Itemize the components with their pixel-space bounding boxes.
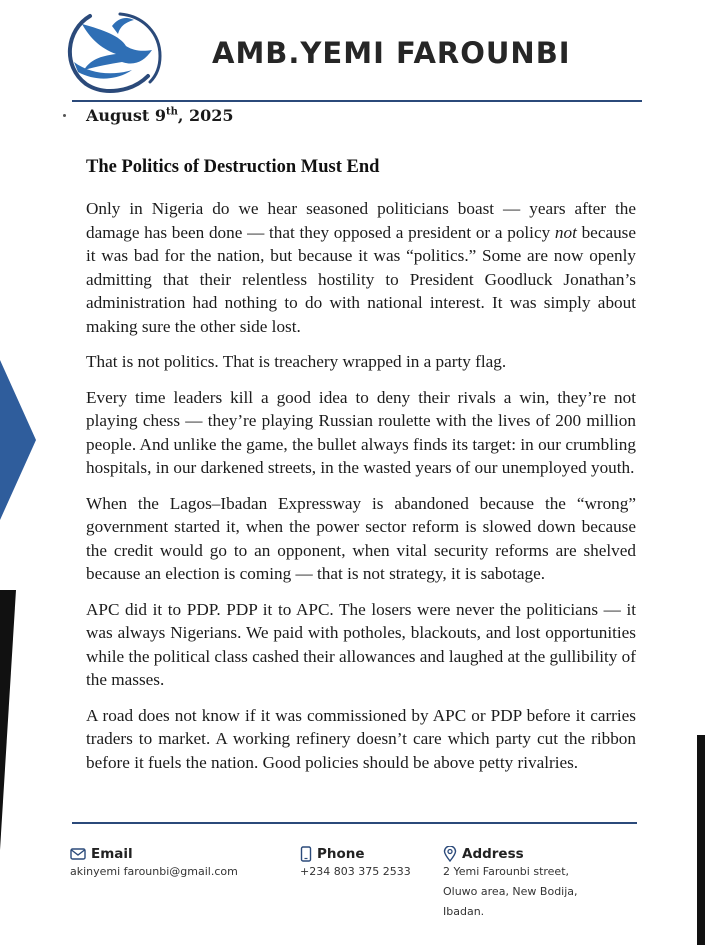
email-label: Email — [91, 846, 133, 862]
date-day: August 9 — [86, 106, 166, 125]
address-line: Ibadan. — [443, 905, 485, 918]
email-value[interactable]: akinyemi farounbi@gmail.com — [70, 865, 238, 878]
left-edge-shadow — [0, 590, 16, 850]
letter-body — [86, 197, 636, 786]
email-label-row — [70, 846, 238, 862]
left-edge-marker — [0, 360, 36, 520]
phone-label-row — [300, 846, 411, 862]
paragraph: That is not politics. That is treachery wrapped in a party flag. — [86, 352, 507, 371]
address-line: 2 Yemi Farounbi street, — [443, 865, 570, 878]
paragraph: When the Lagos–Ibadan Expressway is abandoned because the “wrong” government started it, when the power sector reform is slowed down because the credit would go to an opponent, when vital security reforms are shelved because an election is coming — that is not strategy, it is sabotage. — [86, 493, 636, 583]
paragraph: Every time leaders kill a good idea to deny their rivals a win, they’re not playing chess — they’re playing Russian roulette with the lives of 200 million people. And unlike the game, the bullet always finds its target: in our crumbling hospitals, in our darkened streets, in the wasted years of our unemployed youth. — [86, 387, 636, 477]
emphasis-text: not — [554, 222, 577, 242]
letter-date — [86, 106, 234, 125]
address-label-row — [443, 846, 578, 862]
footer-email — [70, 846, 238, 882]
footer-address — [443, 846, 578, 922]
location-pin-icon — [443, 846, 457, 862]
envelope-icon — [70, 848, 86, 860]
scan-speck — [63, 114, 66, 117]
phone-label: Phone — [317, 846, 365, 862]
paragraph: APC did it to PDP. PDP it to APC. The losers were never the politicians — it was always Nigerians. We paid with potholes, blackouts, and lost opportunities while the political class cashed their allowances and laughed at the gullibility of the masses. — [86, 599, 636, 689]
address-label: Address — [462, 846, 524, 862]
organization-name: AMB.YEMI FAROUNBI — [212, 36, 571, 70]
paragraph — [86, 197, 636, 338]
paragraph-text: because it was bad for the nation, but because it was “politics.” Some are now openly admitting that their relentless hostility to President Goodluck Jonathan’s administration had nothing to do with national interest. It was simply about making sure the other side lost. — [86, 222, 636, 336]
footer-divider — [72, 822, 637, 824]
letter-title: The Politics of Destruction Must End — [86, 157, 380, 177]
phone-value[interactable]: +234 803 375 2533 — [300, 865, 411, 878]
date-year: , 2025 — [177, 106, 234, 125]
dove-globe-logo-icon — [60, 4, 170, 96]
phone-icon — [300, 846, 312, 862]
paragraph-text: Only in Nigeria do we hear seasoned politicians boast — years after the damage has been done — that they opposed a president or a policy — [86, 199, 636, 242]
footer-phone — [300, 846, 411, 882]
paragraph: A road does not know if it was commissioned by APC or PDP before it carries traders to market. A working refinery doesn’t care which party cut the ribbon before it fuels the nation. Good policies should be above petty rivalries. — [86, 705, 636, 772]
right-edge-shadow — [697, 735, 705, 945]
address-line: Oluwo area, New Bodija, — [443, 885, 578, 898]
header-divider — [72, 100, 642, 102]
date-suffix: th — [165, 106, 178, 118]
